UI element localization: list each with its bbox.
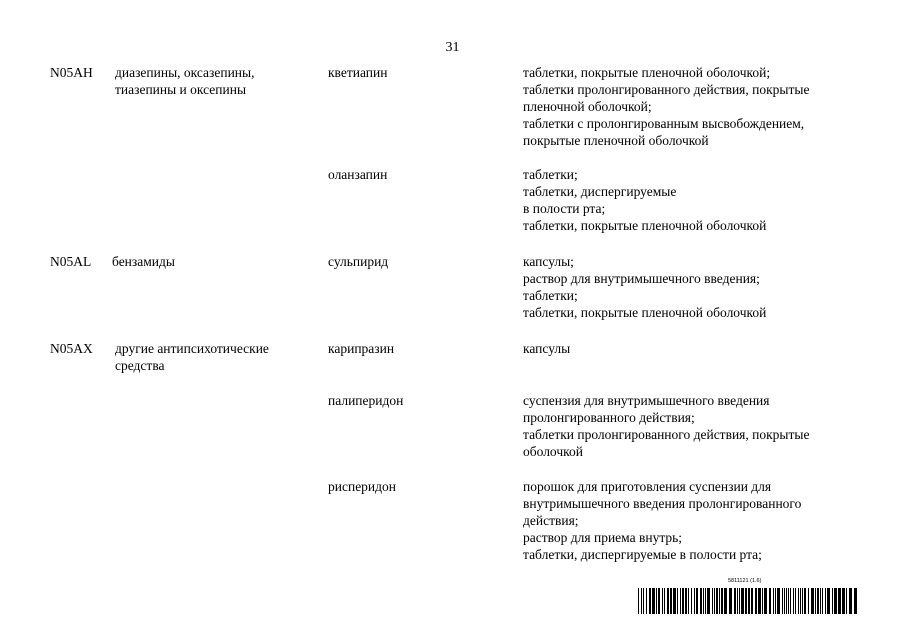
form-line: действия; (523, 513, 579, 528)
atc-group (115, 64, 315, 98)
group-line: тиазепины и оксепины (115, 82, 247, 97)
atc-group (112, 253, 312, 270)
form-line: в полости рта; (523, 201, 606, 216)
form-line: раствор для приема внутрь; (523, 530, 683, 545)
form-line: таблетки, диспергируемые в полости рта; (523, 547, 762, 562)
form-line: раствор для внутримышечного введения; (523, 271, 760, 286)
form-line: капсулы (523, 341, 571, 356)
form-line: таблетки, покрытые пленочной оболочкой (523, 305, 767, 320)
form-line: таблетки, диспергируемые (523, 184, 677, 199)
atc-code: N05AL (50, 254, 92, 269)
atc-group (115, 340, 315, 374)
form-line: таблетки, покрытые пленочной оболочкой (523, 218, 767, 233)
form-line: таблетки, покрытые пленочной оболочкой; (523, 65, 771, 80)
group-line: средства (115, 358, 165, 373)
atc-code: N05AX (50, 341, 93, 356)
form-line: пленочной оболочкой; (523, 99, 652, 114)
drug-name: палиперидон (328, 393, 404, 408)
dosage-forms (523, 478, 863, 563)
group-line: диазепины, оксазепины, (115, 65, 255, 80)
drug-name: рисперидон (328, 479, 397, 494)
form-line: покрытые пленочной оболочкой (523, 133, 709, 148)
dosage-forms (523, 166, 863, 234)
drug-name: оланзапин (328, 167, 388, 182)
form-line: капсулы; (523, 254, 574, 269)
page-number: 31 (445, 40, 460, 55)
group-line: бензамиды (112, 254, 175, 269)
dosage-forms (523, 392, 863, 460)
drug-name: карипразин (328, 341, 395, 356)
form-line: таблетки; (523, 167, 578, 182)
atc-code: N05AH (50, 65, 93, 80)
form-line: таблетки пролонгированного действия, покрытые (523, 427, 810, 442)
form-line: оболочкой (523, 444, 583, 459)
form-line: пролонгированного действия; (523, 410, 695, 425)
form-line: таблетки с пролонгированным высвобождением, (523, 116, 805, 131)
dosage-forms (523, 340, 863, 357)
dosage-forms (523, 64, 863, 149)
form-line: внутримышечного введения пролонгированного (523, 496, 802, 511)
barcode-number: 5811121 (1.6) (728, 578, 762, 584)
group-line: другие антипсихотические (115, 341, 269, 356)
barcode-icon (638, 588, 860, 614)
form-line: суспензия для внутримышечного введения (523, 393, 770, 408)
form-line: таблетки пролонгированного действия, покрытые (523, 82, 810, 97)
form-line: порошок для приготовления суспензии для (523, 479, 772, 494)
drug-name: кветиапин (328, 65, 388, 80)
drug-name: сульпирид (328, 254, 389, 269)
dosage-forms (523, 253, 863, 321)
form-line: таблетки; (523, 288, 578, 303)
